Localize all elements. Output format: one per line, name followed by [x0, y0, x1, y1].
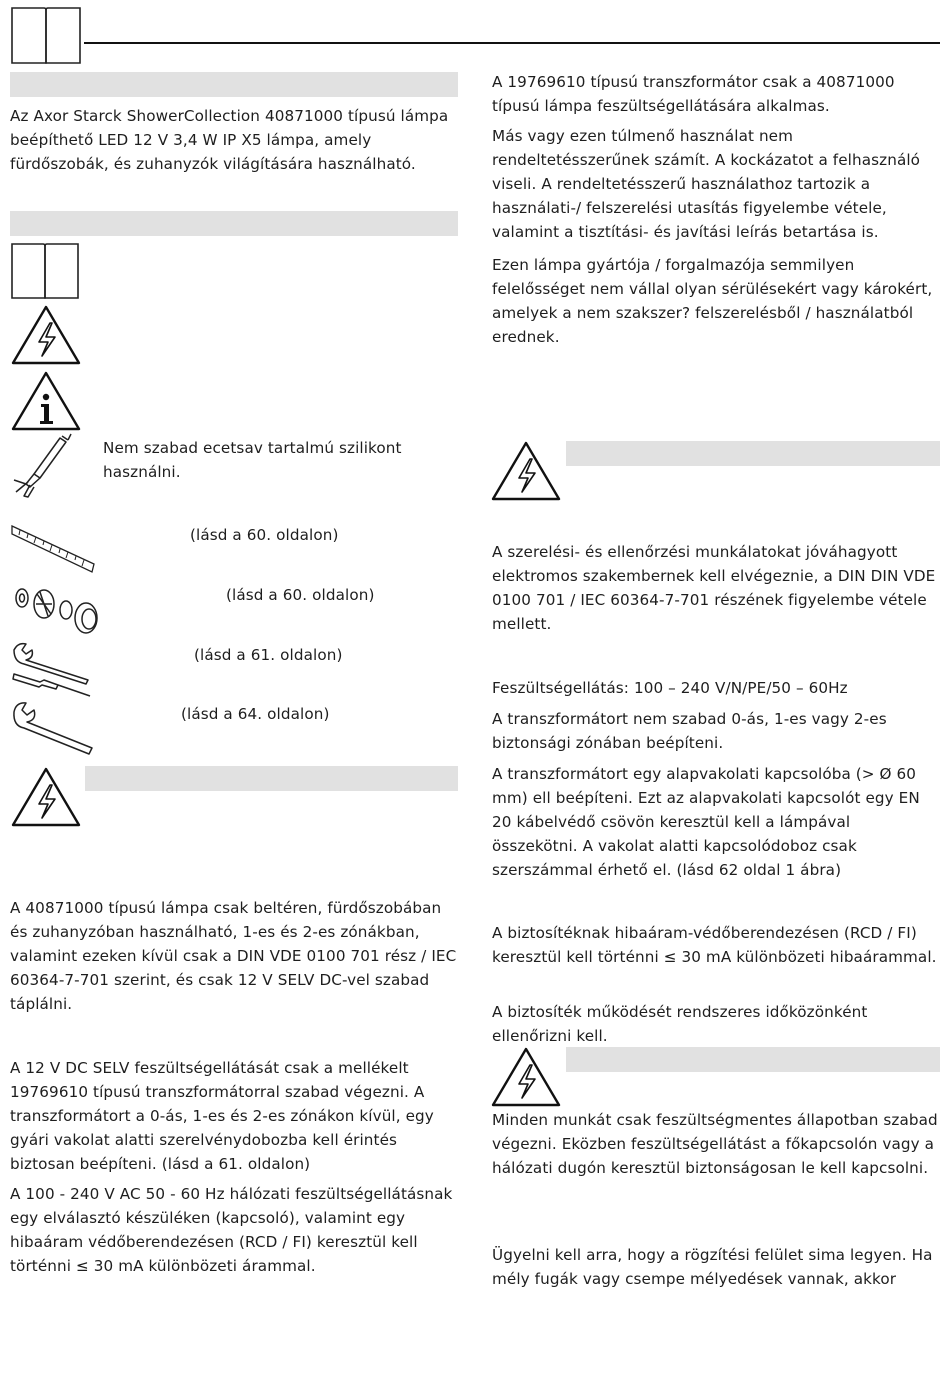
section-bar: [10, 72, 458, 97]
info-warning-icon: [10, 370, 82, 432]
fuse-check: A biztosíték működését rendszeres időközönként ellenőrizni kell.: [492, 1003, 868, 1045]
intended-use: Más vagy ezen túlmenő használat nem rendeltetésszerűnek számít. A kockázatot a felhasználó viseli. A rendeltetésszerű használathoz tartozik a használati-/ felszerelési utasítás figyelembe vétele, valamint a tisztítási- és javítási leírás betartása is.: [492, 127, 921, 241]
silicone-note: Nem szabad ecetsav tartalmú szilikont használni.: [103, 439, 402, 481]
usage-paragraph-3: A 100 - 240 V AC 50 - 60 Hz hálózati feszültségellátásnak egy elválasztó készüléken (kapcsoló), valamint egy hibaáram védőberendezésen (RCD / FI) keresztül kell történni ≤ 30 mA különbözeti árammal.: [10, 1185, 453, 1275]
power-supply-spec: Feszültségellátás: 100 – 240 V/N/PE/50 – 60Hz: [492, 679, 848, 697]
silicone-gun-icon: [10, 432, 72, 498]
connector-parts-icon: [10, 574, 100, 636]
voltage-free-work: Minden munkát csak feszültségmentes állapotban szabad végezni. Eközben feszültségellátást a főkapcsolón vagy a hálózati dugón keresztül biztonságosan le kell kapcsolni.: [492, 1111, 938, 1177]
ref-wrench-screwdriver: (lásd a 61. oldalon): [194, 646, 343, 664]
section-bar: [10, 211, 458, 236]
wrench-icon: [10, 700, 96, 758]
transformer-usage: A 19769610 típusú transzformátor csak a 40871000 típusú lámpa feszültségellátására alkalmas.: [492, 73, 895, 115]
high-voltage-warning-icon: [490, 1046, 562, 1108]
book-icon: [10, 242, 80, 300]
installer-requirement: A szerelési- és ellenőrzési munkálatokat jóváhagyott elektromos szakembernek kell elvégeznie, a DIN DIN VDE 0100 701 / IEC 60364-7-701 részének figyelembe vétele mellett.: [492, 543, 936, 633]
header-rule: [84, 42, 940, 44]
high-voltage-warning-icon: [10, 304, 82, 366]
transformer-zones: A transzformátort nem szabad 0-ás, 1-es vagy 2-es biztonsági zónában beépíteni.: [492, 710, 887, 752]
usage-paragraph-1: A 40871000 típusú lámpa csak beltéren, fürdőszobában és zuhanyzóban használható, 1-es és 2-es zónákban, valamint ezeken kívül csak a DIN VDE 0100 701 rész / IEC 60364-7-701 szerint, és csak 12 V SELV DC-vel szabad táplálni.: [10, 899, 457, 1013]
ruler-icon: [10, 522, 96, 576]
ref-ruler: (lásd a 60. oldalon): [190, 526, 339, 544]
section-bar: [566, 1047, 940, 1072]
mounting-surface: Ügyelni kell arra, hogy a rögzítési felület sima legyen. Ha mély fugák vagy csempe mélyedések vannak, akkor: [492, 1246, 933, 1288]
liability: Ezen lámpa gyártója / forgalmazója semmilyen felelősséget nem vállal olyan sérülésekért vagy károkért, amelyek a nem szakszer? felszerelésből / használatból erednek.: [492, 256, 933, 346]
section-bar: [566, 441, 940, 466]
ref-wrench: (lásd a 64. oldalon): [181, 705, 330, 723]
book-icon: [10, 6, 82, 66]
section-bar: [85, 766, 458, 791]
usage-paragraph-2: A 12 V DC SELV feszültségellátását csak a mellékelt 19769610 típusú transzformátorral szabad végezni. A transzformátort a 0-ás, 1-es és 2-es zónákon kívül, egy gyári vakolat alatti szerelvénydobozba kell érintés biztosan beépíteni. (lásd a 61. oldalon): [10, 1059, 434, 1173]
high-voltage-warning-icon: [10, 766, 82, 828]
ref-connector: (lásd a 60. oldalon): [226, 586, 375, 604]
wrench-screwdriver-icon: [10, 640, 94, 698]
transformer-installation: A transzformátort egy alapvakolati kapcsolóba (> Ø 60 mm) ell beépíteni. Ezt az alapvakolati kapcsolót egy EN 20 kábelvédő csövön keresztül kell a lámpával összekötni. A vakolat alatti kapcsolódoboz csak szerszámmal érhető el. (lásd 62 oldal 1 ábra): [492, 765, 920, 879]
fuse-rcd: A biztosítéknak hibaáram-védőberendezésen (RCD / FI) keresztül kell történni ≤ 30 mA különbözeti hibaárammal.: [492, 924, 937, 966]
intro-text: Az Axor Starck ShowerCollection 40871000 típusú lámpa beépíthető LED 12 V 3,4 W IP X5 lámpa, amely fürdőszobák, és zuhanyzók világítására használható.: [10, 107, 449, 173]
high-voltage-warning-icon: [490, 440, 562, 502]
